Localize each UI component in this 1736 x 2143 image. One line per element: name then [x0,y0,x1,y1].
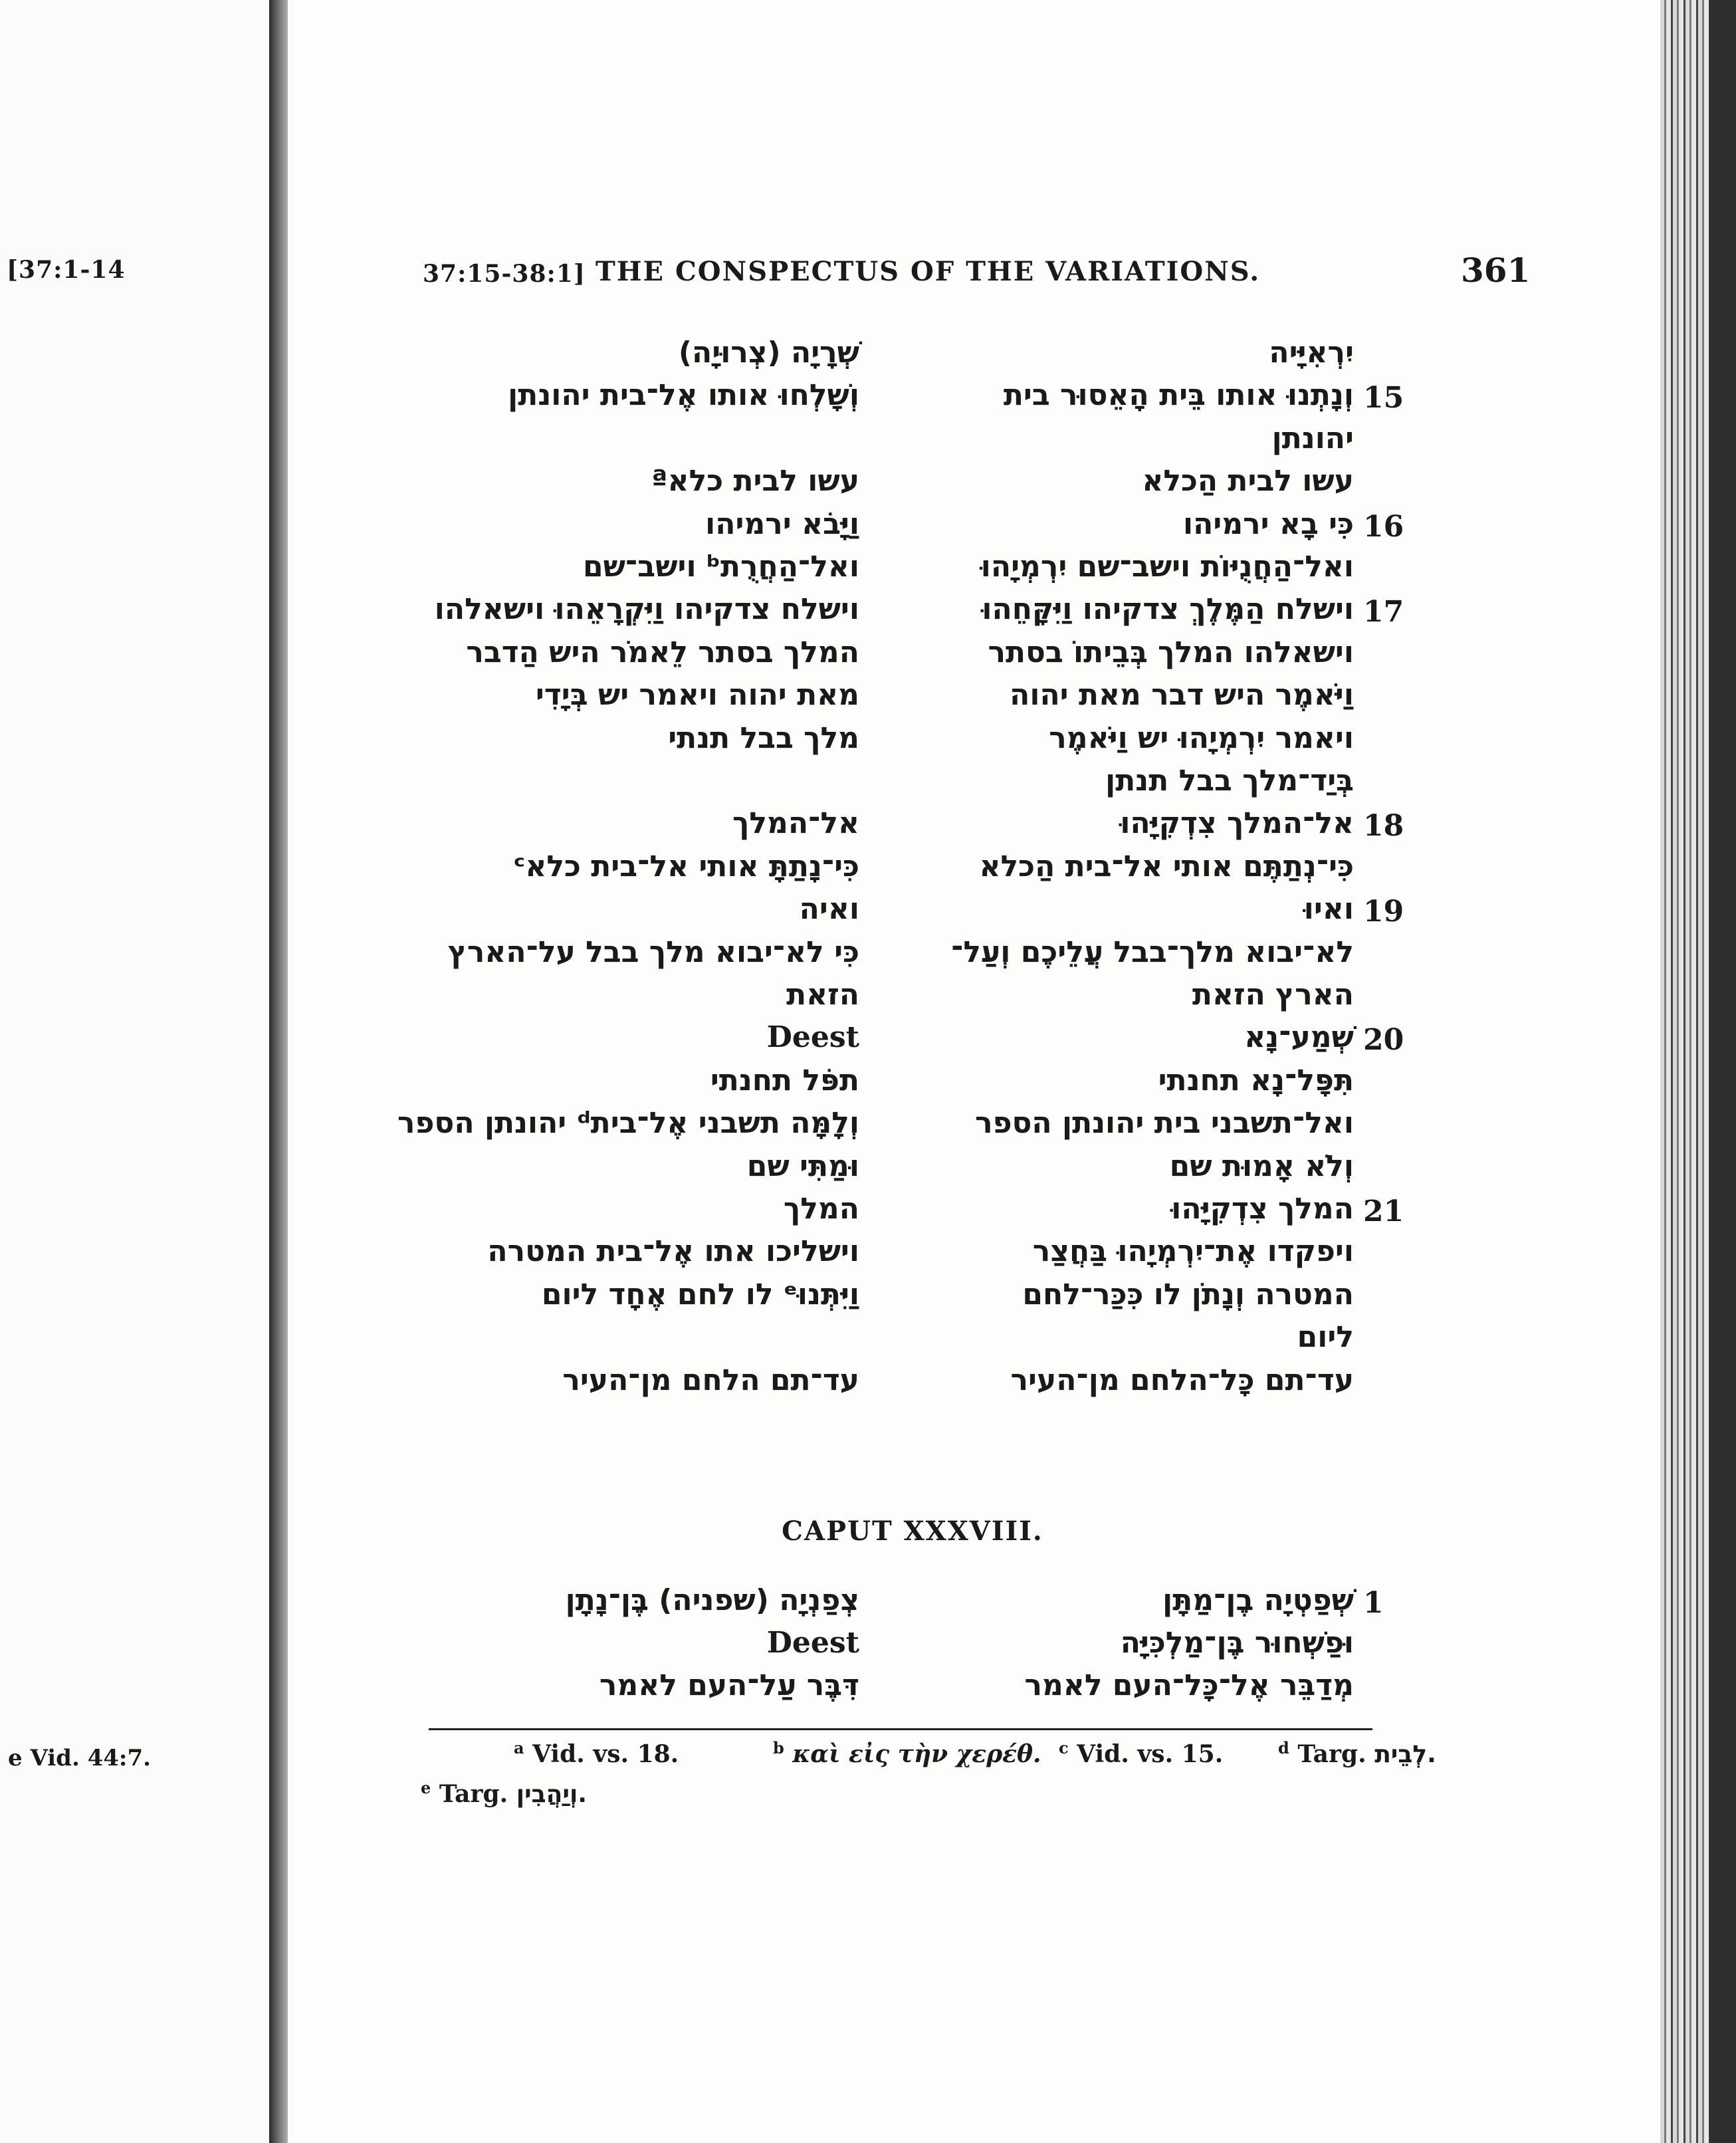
verse-number: 15 [1363,381,1404,415]
verse-number: 19 [1363,895,1404,929]
variant-text: אל־המלך [732,806,859,841]
masoretic-text: וַיֹּאמֶר היש דבר מאת יהוה [1010,678,1354,713]
variant-text: וְלָמָּה תשבני אֶל־ביתᵈ יהונתן הספר [397,1106,859,1141]
masoretic-text: המלך צִדְקִיָּהוּ [1171,1192,1354,1226]
masoretic-text: הארץ הזאת [1192,978,1354,1012]
footnote-a: $^a$ Vid. vs. 18. [514,1738,679,1768]
variant-text: שְׁרָיָה (צְרוּיָה) [678,336,859,370]
footnote-rule [429,1728,1372,1730]
left-page-footnote: e Vid. 44:7. [8,1745,151,1771]
variant-text: עד־תם הלחם מן־העיר [562,1363,859,1397]
variant-text: עשו לבית כלאª [651,464,859,499]
masoretic-text: ואל־תשבני בית יהונתן הספר [975,1106,1354,1141]
variant-text: המלך [783,1192,859,1226]
variant-text: כִּי לא־יבוא מלך בבל על־הארץ [447,935,859,969]
page-number: 361 [1461,251,1531,290]
header-reference: 37:15-38:1] [423,260,586,288]
masoretic-text: לא־יבוא מלך־בבל עֲלֵיכֶם וְעַל־ [951,935,1354,969]
masoretic-text: וישאלהו המלך בְּבֵיתוֹ בסתר [988,635,1354,669]
masoretic-text: מְדַבֵּר אֶל־כָּל־העם לאמר [1024,1668,1354,1702]
variant-text: וַיִּתְּנוּᵉ לו לחם אֶחָד ליום [541,1277,859,1311]
masoretic-text: עד־תם כָּל־הלחם מן־העיר [1010,1363,1354,1397]
footnote-e: $^e$ Targ. וְיַהֲבִין. [421,1778,588,1808]
variant-text: Deest [766,1020,859,1055]
masoretic-text: וישלח הַמֶּלֶךְ צדקיהו וַיִּקָּחֵהוּ [982,592,1354,627]
masoretic-text: ויפקדו אֶת־יִרְמְיָהוּ בַּחֲצַר [1032,1234,1354,1269]
variant-text: ואל־הַחֲרֻתᵇ וישב־שם [583,550,859,584]
masoretic-text: עשו לבית הַכלא [1142,464,1354,499]
masoretic-text: ליום [1297,1320,1354,1355]
left-page-header: [37:1-14 [7,256,126,284]
verse-number: 20 [1363,1023,1404,1058]
left-page [0,0,269,2143]
variant-text: וישלח צדקיהו וַיִּקְרָאֵהוּ וישאלהו [434,592,859,627]
verse-number: 1 [1363,1586,1384,1620]
masoretic-text: וְלֹא אָמוּת שם [1169,1149,1354,1183]
masoretic-text: אל־המלך צִדְקִיָּהוּ [1120,806,1354,841]
variant-text: הזאת [786,978,859,1012]
footnote-c: $^c$ Vid. vs. 15. [1059,1738,1224,1768]
masoretic-text: שְׁמַע־נָא [1244,1020,1354,1055]
header-title: THE CONSPECTUS OF THE VARIATIONS. [596,256,1261,287]
masoretic-text: כִּי־נְתַתֶּם אותי אל־בית הַכלא [979,849,1354,883]
variant-text: מאת יהוה ויאמר יש בְּיָדִי [535,678,859,713]
masoretic-text: ואיוּ [1303,892,1354,927]
masoretic-text: בְּיַד־מלך בבל תנתן [1105,764,1354,798]
chapter-heading: CAPUT XXXVIII. [782,1516,1043,1547]
masoretic-text: יִרְאִיָּיה [1269,336,1354,370]
masoretic-text: יהונתן [1271,421,1354,455]
variant-text: וְשָׁלְחוּ אותו אֶל־בית יהונתן [508,378,859,413]
masoretic-text: וְנָתְנוּ אותו בֵּית הָאֵסוּר בית [1003,378,1354,413]
masoretic-text: תִּפָּל־נָא תחנתי [1158,1063,1354,1097]
verse-number: 21 [1363,1194,1404,1228]
variant-text: ואיה [799,892,859,927]
masoretic-text: כִּי בָא ירמיהו [1183,507,1354,541]
page-edges [1660,0,1736,2143]
verse-number: 18 [1363,809,1404,844]
verse-number: 16 [1363,509,1404,544]
book-gutter [269,0,288,2143]
variant-text: וַיָּבֹא ירמיהו [705,507,859,541]
variant-text: המלך בסתר לֵאמֹר היש הַדבר [466,635,859,669]
verse-number: 17 [1363,595,1404,629]
masoretic-text: שְׁפַטְיָה בֶן־מַתָּן [1162,1583,1354,1617]
masoretic-text: ואל־הַחֲנֻיּוֹת וישב־שם יִרְמְיָהוּ [980,550,1354,584]
variant-text: תפֹּל תחנתי [710,1063,859,1097]
variant-text: וּמַתִּי שם [746,1149,859,1183]
variant-text: צְפַנְיָה (שפניה) בֶּן־נָתָן [565,1583,859,1617]
masoretic-text: המטרה וְנָתֹן לו כִּכַּר־לחם [1022,1277,1354,1311]
footnote-d: $^d$ Targ. לְבֵית. [1278,1738,1436,1768]
running-header [423,251,1685,296]
masoretic-text: וּפַשְׁחוּר בֶּן־מַלְכִּיָּה [1120,1626,1354,1660]
variant-text: דִּבֶּר עַל־העם לאמר [599,1668,859,1702]
variant-text: כִּי־נָתַתָּ אותי אל־בית כלאᶜ [513,849,859,883]
variant-text: מלך בבל תנתי [668,721,859,755]
variant-text: וישליכו אתו אֶל־בית המטרה [487,1234,859,1269]
footnote-b: $^b$ καὶ εἰς τὴν χερέθ. [773,1738,1041,1768]
variant-text: Deest [766,1626,859,1660]
main-page [288,0,1660,2143]
masoretic-text: ויאמר יִרְמְיָהוּ יש וַיֹּאמֶר [1049,721,1354,755]
